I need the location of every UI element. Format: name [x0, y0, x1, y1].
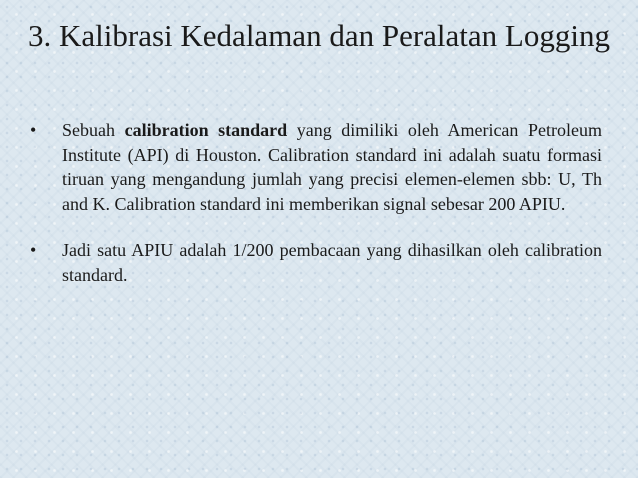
- bullet-item-calibration-standard: [28, 118, 602, 216]
- bullet-text-body: yang dimiliki oleh American Petroleum Institute (API) di Houston. Calibration standard ini adalah suatu formasi tiruan yang mengandung jumlah yang precisi elemen-elemen sbb: U, Th and K. Calibration standard ini memberikan signal sebesar 200 APIU.: [62, 120, 602, 214]
- bullet-text-lead: Sebuah: [62, 120, 125, 140]
- bullet-text: Jadi satu APIU adalah 1/200 pembacaan yang dihasilkan oleh calibration standard.: [62, 240, 602, 285]
- slide-title: 3. Kalibrasi Kedalaman dan Peralatan Logging: [28, 18, 610, 53]
- bullet-item-apiu-definition: [28, 238, 602, 287]
- bullet-list: [28, 118, 602, 287]
- bullet-marker: •: [30, 120, 37, 140]
- bullet-marker: •: [30, 240, 37, 260]
- bullet-text-bold-term: calibration standard: [124, 120, 288, 140]
